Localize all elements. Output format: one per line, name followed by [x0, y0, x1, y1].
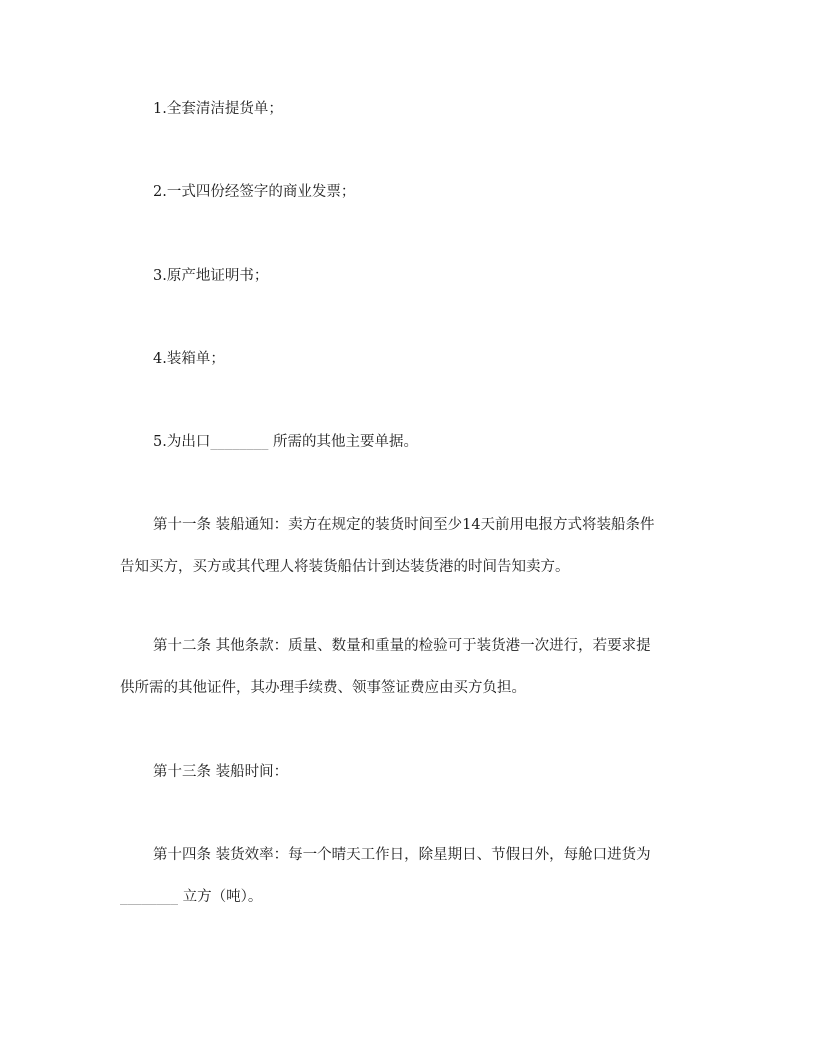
- doc-item-3: 3.原产地证明书；: [153, 268, 269, 284]
- doc-item-5-prefix: 5.为出口: [153, 434, 211, 450]
- article-14-line-2: [120, 887, 262, 907]
- doc-item-5-blank: ________: [210, 434, 269, 450]
- article-14-suffix: 立方（吨）。: [178, 889, 263, 905]
- article-13-line-1: 第十三条 装船时间：: [153, 764, 289, 780]
- doc-item-2: 2.一式四份经签字的商业发票；: [153, 184, 356, 200]
- article-12-line-2: 供所需的其他证件，其办理手续费、领事签证费应由买方负担。: [120, 680, 526, 696]
- article-14-blank: ________: [120, 889, 178, 905]
- article-11-line-2: 告知买方，买方或其代理人将装货船估计到达装货港的时间告知卖方。: [120, 559, 570, 575]
- article-14-line-1: 第十四条 装货效率：每一个晴天工作日，除星期日、节假日外，每舱口进货为: [153, 847, 651, 863]
- doc-item-4: 4.装箱单；: [153, 351, 225, 367]
- doc-item-1: 1.全套清洁提货单；: [153, 101, 283, 117]
- article-12-line-1: 第十二条 其他条款：质量、数量和重量的检验可于装货港一次进行，若要求提: [153, 638, 651, 654]
- doc-item-5: [153, 432, 418, 452]
- doc-item-5-suffix: 所需的其他主要单据。: [268, 434, 418, 450]
- article-11-line-1: 第十一条 装船通知：卖方在规定的装货时间至少14天前用电报方式将装船条件: [153, 517, 655, 533]
